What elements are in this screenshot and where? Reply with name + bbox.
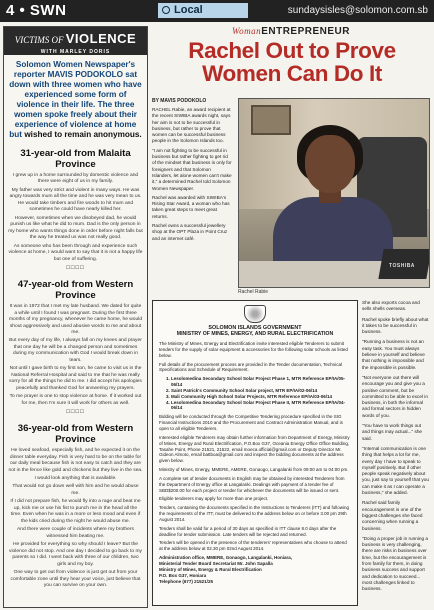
- article-paragraph: Rachel spoke briefly about what it takes to be successful in business.: [362, 316, 429, 335]
- article-paragraph: "I am not fighting to be successful in business but rather fighting to get rid of the mindset that business is only for foreigners and that Solomon Islanders, let alone women can't make it," a determined Rachel told Solomon Women Newspaper.: [152, 147, 232, 191]
- feature-headline: Rachel Out to Prove Women Can Do It: [188, 38, 396, 86]
- tender-notice: [152, 300, 358, 606]
- story-paragraph: That would not go down well with him and he would abuse me.: [12, 484, 139, 496]
- victims-of-violence-column: [3, 26, 148, 608]
- story-separator: □□□□: [66, 265, 85, 272]
- story-paragraph: However, sometimes when we disobeyed dad, he would punish us like what he did to mum. Dad is the only person in my home who wants things done in order before night falls but the way he treated us was not really good.: [8, 215, 143, 241]
- coat-of-arms-icon: [244, 305, 266, 323]
- intro-part-b: sat down with three women who have experienced some form of violence in their life. The three women spoke freely about their experience of violence at home but: [9, 70, 142, 139]
- article-paragraph: Rachel was awarded with SIWIBA's Rising Star Award, a woman who has taken great steps to meet great returns.: [152, 194, 230, 219]
- notice-paragraph: Tenders shall be valid for a period of 30 days as specified in ITT clause 8.0 days after the deadline for tender submission. Late tenders will be rejected and returned.: [159, 525, 337, 537]
- victims-byline: WITH MARLEY DORIS: [40, 49, 111, 55]
- story-2: [4, 273, 147, 407]
- story-paragraph: But every day of my life, I always fall on my knees and prayer that one day he will be a changed person and sometimes during my communication with God I would break down in tears.: [9, 338, 142, 363]
- notice-org: SOLOMON ISLANDS GOVERNMENT: [208, 325, 302, 331]
- rachel-photo: [238, 98, 430, 288]
- notice-project-item: 4. Lesolomedina Secondary School Solar Project Phase II, MTR Reference EP/IA/04-06/14: [171, 400, 351, 412]
- article-paragraph: "Internal communication is one thing that helps a lot for me, every day I have to speak to myself positively. But if other people speak negatively about you, just say to yourself that you can make it as I can operate a business," she added.: [362, 445, 429, 496]
- story-paragraph: If I did not prepare fish, he would fly into a rage and beat me up, kick me or use his fist to punch me in the head all the time. Even when he was in a more or less mood and even if the kids cried during the night he would abuse me.: [10, 499, 141, 524]
- section-globe-icon: [162, 6, 170, 14]
- article-byline: BY MAVIS PODOKOLO: [152, 98, 207, 104]
- notice-paragraph: Eligible tenderers may apply for more than one project.: [159, 496, 269, 502]
- article-paragraph: RACHEL Rabie, an award recipient at the recent SIWIBA awards night, says her aim is not to be successful in business, but rather to prove that women can be successful business people in the Solomon Islands too.: [152, 107, 231, 144]
- story-paragraph: He provided for everything so why should I leave? But the violence did not stop. And one day I decided to go back to my parents so I did. I went back with three of our children, two girls and my boy.: [9, 542, 142, 567]
- notice-paragraph: Bidding will be conducted through the Competitive Tendering procedure specified in the SIG Financial Instructions 2010 and the Procurement and Contract Administration Manual, and is open to all eligible Tenderers.: [159, 414, 343, 431]
- article-paragraph: "Doing a proper job in running a business is very challenging, there are risks in business over time, but the encouragement is from family for them, in doing business success and support and dedication to succeed... most challenges linked to business.: [362, 535, 429, 592]
- section-label-box: [158, 3, 248, 18]
- story-paragraph: As someone who has been through and experience such violence at home, I would want to say that it is not a happy life but one of suffering.: [8, 243, 143, 262]
- story-separator: □□□□: [66, 409, 85, 416]
- photo-laptop-brand: TOSHIBA: [389, 263, 415, 269]
- article-paragraph: She also exports cocoa and sells shells overseas.: [362, 300, 420, 312]
- feature-article-continued: [362, 300, 430, 606]
- notice-address: Administration office, MMERE, Gonaogo, Langalanki, Honiara, Ministerial Tender Board Secretariat Mr. John Sapalla Ministry of Mines, Energy & Rural Electrification P.O. Box G37, Honiara Telephone (677) 21521/25: [159, 555, 293, 584]
- notice-paragraph: Tenders, containing the documents specified in the Instructions to Tenderers (ITT) and following the requirements of the ITT, must be delivered to the address below on or before 3.00 pm 29th August 2014.: [159, 505, 350, 522]
- feature-article-body: [152, 98, 232, 245]
- story-heading: 36-year-old from Western Province: [17, 423, 134, 446]
- photo-caption: Rachel Rabie: [238, 289, 269, 295]
- notice-paragraph: Ministry of Mines, Energy, MMERE, AMERE, Gonaogo, Langalanki from 09:00 am to 04:00 pm.: [159, 467, 349, 473]
- article-paragraph: "You have to work things out and things may actual..." she said.: [362, 423, 423, 441]
- notice-project-list: [165, 376, 351, 411]
- intro-anonymous: wished to remain anonymous.: [24, 130, 142, 139]
- notice-project-item: 2. Saint Patrick's Community School Solar project, MTR EP/IA/02-06/14: [171, 388, 351, 394]
- kicker-big: ENTREPRENEUR: [261, 26, 350, 37]
- kicker-small: Woman: [232, 26, 262, 36]
- section-label: Local: [174, 4, 203, 16]
- article-paragraph: Rachel owns a successful jewellery shop at the OPT Plaza in Point Cruz and an internet café.: [152, 223, 228, 241]
- story-paragraph: He loved seafood, especially fish, and he expected it on the dinner table everyday. Fish is very hard to be on the table for our daily meal because fish is not easy to catch and they are not in the fence like gold and chickens but they live in the sea.: [8, 448, 143, 473]
- intro-reporter: MAVIS PODOKOLO: [47, 70, 123, 79]
- victims-title-small: VICTIMS OF: [14, 35, 64, 45]
- notice-ministry: MINISTRY OF MINES, ENERGY, AND RURAL ELECTRIFICATION: [176, 331, 334, 337]
- story-paragraph: It was in 1972 that I met my late husband. We dated for quite a while until I found I was pregnant. During the first three months of my pregnancy, whenever he came home, he would shout aggressively and used abusive words to me and about me.: [8, 304, 143, 335]
- notice-details: Full details of the procurement process are provided in the Tender documentation, Technical Specifications and Schedule of Requirement.: [159, 361, 342, 373]
- victims-title-big: VIOLENCE: [65, 31, 137, 46]
- story-3: [4, 417, 147, 589]
- header-email: sundaysisles@solomon.com.sb: [287, 5, 428, 16]
- article-paragraph: Rachel said family encouragement is one of the biggest challenges she faced concerning when running a business.: [362, 500, 423, 531]
- photo-wall-frame: [251, 105, 291, 135]
- notice-paragraph: Tenders will be opened in the presence of the tenderers' representatives who choose to attend at the address below at 02.30 pm 02nd August 2014.: [159, 540, 347, 552]
- photo-person-face: [305, 135, 355, 193]
- story-heading: 47-year-old from Western Province: [17, 279, 134, 302]
- story-paragraph: To me prayer is one to stop violence at home. If it worked out for me, then I'm sure it will work for others as well.: [9, 394, 142, 406]
- notice-paragraph: A complete set of tender documents in English may be obtained by interested Tenderers from the Department of Energy office at Langalanki. Dealings with payment of a tender fee of SBD$200.00 for each project or tender for whichever the documents will be issued or sent.: [159, 475, 345, 493]
- story-paragraph: I grew up in a home surrounded by domestic violence and there were eight of us in my family.: [12, 173, 139, 185]
- story-paragraph: Not until I gave birth to my first son, he came to visit us in the National Referral Hospital and said to me that he was really sorry for all the things he did to me. I did accept his apologies peacefully and thanked God for answering my prayers.: [9, 366, 142, 391]
- notice-project-item: 1. Lesolomedina Secondary School Solar Project Phase 1, MTR Reference EP/IA/05-06/14: [171, 376, 351, 388]
- victims-banner: [4, 27, 147, 55]
- intro-part-a: Solomon Women Newspaper's reporter: [13, 60, 136, 79]
- article-paragraph: "Not everyone out there will encourage you and give you a positive comment, but be committed to be able to excel in business, in both the informal and formal sectors in hidden words of you.: [362, 374, 428, 418]
- notice-paragraph: Interested eligible Tenderers may obtain further information from Department of Energy, Ministry of Mines, Energy and Rural Electrification, P.O.Box G37, Oceania Energy Office Office Building, Tasahe Point, Phone 21521, 21522, email moeca.official@gmail.com or Deputy Director Mr. Gideon Almoto, email battboa@gmail.com and inspect the bidding documents at the address given below.: [159, 434, 350, 464]
- victims-title: [15, 31, 136, 46]
- victims-intro: [4, 55, 147, 142]
- article-paragraph: "Running a business is not an easy task. You must always believe in yourself and believe that nothing is impossible and the impossible is possible.: [362, 339, 425, 370]
- story-heading: 31-year-old from Malaita Province: [20, 148, 131, 170]
- story-paragraph: My father was very strict and violent in many ways. He was angry towards mum all the time and he was very mean to us. He would take timbers and fire woods to hit mum and sometimes he could have nearly killed her.: [9, 187, 142, 213]
- notice-intro: The Ministry of Mines, Energy and Electrification invite interested eligible Tenderers to submit tenders for the supply of solar equipment & accessories for the following solar schools as listed below.: [159, 341, 348, 358]
- page-section: 4 • SWN: [6, 2, 67, 19]
- story-paragraph: I would look anything that is available.: [34, 476, 117, 481]
- notice-project-item: 3. Mali Community High School Solar Projects, MTR Reference EP/IA/03-06/14: [171, 394, 351, 400]
- story-paragraph: One way to get out from violence is just get out from your comfortable zone until they hear your voice, just believe that you can survive on your own.: [10, 570, 141, 589]
- top-bar: [0, 0, 434, 22]
- story-paragraph: And there were couple of incidents where my brothers witnessed him beating me.: [17, 527, 134, 539]
- story-1: [4, 142, 147, 263]
